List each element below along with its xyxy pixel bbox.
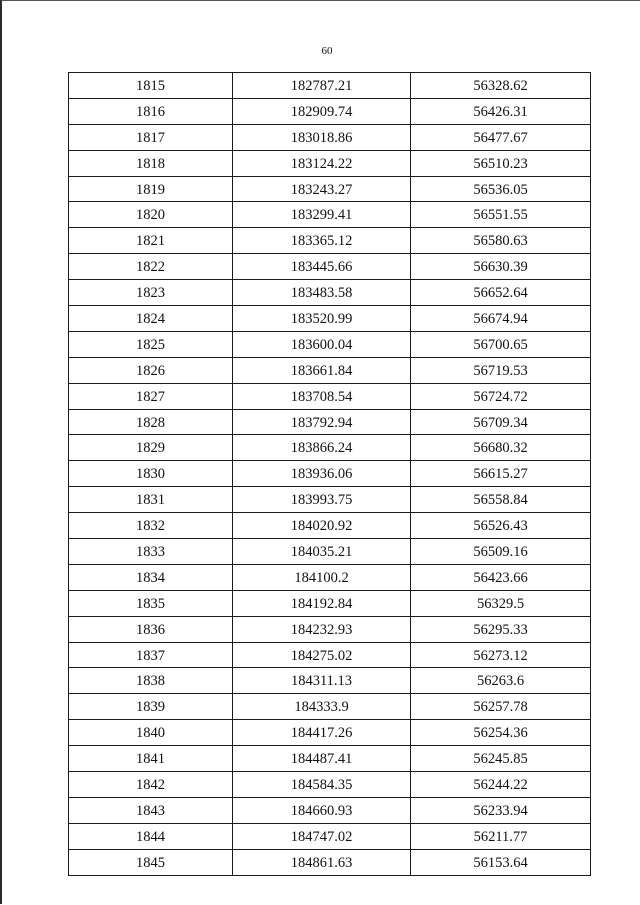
table-cell-col-1: 1822	[69, 254, 233, 280]
table-cell-col-3: 56233.94	[411, 797, 591, 823]
table-cell-col-3: 56558.84	[411, 487, 591, 513]
table-row	[69, 694, 591, 720]
table-cell-col-1: 1841	[69, 746, 233, 772]
table-row	[69, 409, 591, 435]
table-cell-col-3: 56580.63	[411, 228, 591, 254]
table-cell-col-1: 1821	[69, 228, 233, 254]
table-row	[69, 564, 591, 590]
table-row	[69, 228, 591, 254]
table-cell-col-1: 1834	[69, 564, 233, 590]
table-row	[69, 176, 591, 202]
table-row	[69, 797, 591, 823]
table-cell-col-1: 1825	[69, 331, 233, 357]
table-row	[69, 720, 591, 746]
table-cell-col-3: 56328.62	[411, 73, 591, 99]
table-cell-col-2: 183866.24	[233, 435, 411, 461]
table-row	[69, 435, 591, 461]
table-row	[69, 357, 591, 383]
table-cell-col-2: 184333.9	[233, 694, 411, 720]
table-cell-col-2: 184311.13	[233, 668, 411, 694]
table-cell-col-2: 183661.84	[233, 357, 411, 383]
table-cell-col-3: 56245.85	[411, 746, 591, 772]
table-cell-col-1: 1837	[69, 642, 233, 668]
table-cell-col-3: 56153.64	[411, 849, 591, 875]
table-cell-col-1: 1838	[69, 668, 233, 694]
table-cell-col-1: 1842	[69, 772, 233, 798]
table-cell-col-2: 182909.74	[233, 98, 411, 124]
table-cell-col-1: 1826	[69, 357, 233, 383]
table-cell-col-3: 56423.66	[411, 564, 591, 590]
table-cell-col-2: 183993.75	[233, 487, 411, 513]
table-cell-col-3: 56295.33	[411, 616, 591, 642]
table-cell-col-2: 184100.2	[233, 564, 411, 590]
table-cell-col-2: 183445.66	[233, 254, 411, 280]
table-row	[69, 849, 591, 875]
table-cell-col-1: 1816	[69, 98, 233, 124]
table-row	[69, 383, 591, 409]
data-table	[68, 72, 591, 876]
table-cell-col-2: 184417.26	[233, 720, 411, 746]
table-cell-col-3: 56615.27	[411, 461, 591, 487]
table-cell-col-2: 184487.41	[233, 746, 411, 772]
table-cell-col-2: 183018.86	[233, 124, 411, 150]
table-cell-col-3: 56724.72	[411, 383, 591, 409]
table-cell-col-1: 1845	[69, 849, 233, 875]
table-cell-col-1: 1843	[69, 797, 233, 823]
table-cell-col-1: 1817	[69, 124, 233, 150]
table-cell-col-2: 183299.41	[233, 202, 411, 228]
table-cell-col-3: 56329.5	[411, 590, 591, 616]
table-cell-col-2: 184584.35	[233, 772, 411, 798]
table-cell-col-3: 56477.67	[411, 124, 591, 150]
table-cell-col-2: 184660.93	[233, 797, 411, 823]
table-cell-col-1: 1835	[69, 590, 233, 616]
table-cell-col-3: 56630.39	[411, 254, 591, 280]
table-cell-col-1: 1839	[69, 694, 233, 720]
table-row	[69, 461, 591, 487]
table-body	[69, 73, 591, 876]
table-cell-col-1: 1824	[69, 306, 233, 332]
table-cell-col-1: 1819	[69, 176, 233, 202]
table-cell-col-3: 56254.36	[411, 720, 591, 746]
table-cell-col-1: 1836	[69, 616, 233, 642]
table-cell-col-3: 56719.53	[411, 357, 591, 383]
table-row	[69, 150, 591, 176]
table-cell-col-2: 184232.93	[233, 616, 411, 642]
table-cell-col-2: 184747.02	[233, 823, 411, 849]
table-cell-col-3: 56709.34	[411, 409, 591, 435]
table-row	[69, 513, 591, 539]
table-cell-col-1: 1827	[69, 383, 233, 409]
table-cell-col-3: 56263.6	[411, 668, 591, 694]
table-row	[69, 642, 591, 668]
table-row	[69, 616, 591, 642]
table-row	[69, 280, 591, 306]
table-cell-col-1: 1828	[69, 409, 233, 435]
table-row	[69, 539, 591, 565]
table-row	[69, 746, 591, 772]
table-cell-col-1: 1844	[69, 823, 233, 849]
table-row	[69, 254, 591, 280]
table-row	[69, 202, 591, 228]
table-cell-col-3: 56257.78	[411, 694, 591, 720]
table-cell-col-2: 184192.84	[233, 590, 411, 616]
table-cell-col-1: 1831	[69, 487, 233, 513]
table-cell-col-3: 56680.32	[411, 435, 591, 461]
table-cell-col-3: 56509.16	[411, 539, 591, 565]
table-row	[69, 124, 591, 150]
table-cell-col-2: 183124.22	[233, 150, 411, 176]
table-cell-col-2: 184020.92	[233, 513, 411, 539]
table-cell-col-2: 184035.21	[233, 539, 411, 565]
table-cell-col-3: 56536.05	[411, 176, 591, 202]
table-cell-col-1: 1832	[69, 513, 233, 539]
table-cell-col-3: 56674.94	[411, 306, 591, 332]
table-row	[69, 487, 591, 513]
table-cell-col-3: 56244.22	[411, 772, 591, 798]
table-cell-col-3: 56211.77	[411, 823, 591, 849]
table-cell-col-2: 182787.21	[233, 73, 411, 99]
table-cell-col-3: 56273.12	[411, 642, 591, 668]
table-cell-col-2: 183792.94	[233, 409, 411, 435]
table-cell-col-2: 184861.63	[233, 849, 411, 875]
table-cell-col-1: 1815	[69, 73, 233, 99]
table-cell-col-1: 1830	[69, 461, 233, 487]
page-number: 60	[321, 45, 333, 57]
table-row	[69, 98, 591, 124]
table-cell-col-2: 183483.58	[233, 280, 411, 306]
table-cell-col-1: 1820	[69, 202, 233, 228]
table-row	[69, 590, 591, 616]
table-cell-col-2: 184275.02	[233, 642, 411, 668]
table-row	[69, 772, 591, 798]
table-row	[69, 306, 591, 332]
table-cell-col-1: 1818	[69, 150, 233, 176]
table-cell-col-3: 56426.31	[411, 98, 591, 124]
table-cell-col-2: 183936.06	[233, 461, 411, 487]
table-row	[69, 331, 591, 357]
table-cell-col-1: 1840	[69, 720, 233, 746]
table-cell-col-1: 1823	[69, 280, 233, 306]
table-cell-col-3: 56510.23	[411, 150, 591, 176]
table-cell-col-3: 56700.65	[411, 331, 591, 357]
table-cell-col-3: 56551.55	[411, 202, 591, 228]
table-cell-col-2: 183520.99	[233, 306, 411, 332]
table-row	[69, 823, 591, 849]
table-cell-col-2: 183243.27	[233, 176, 411, 202]
table-cell-col-3: 56526.43	[411, 513, 591, 539]
table-cell-col-1: 1833	[69, 539, 233, 565]
table-row	[69, 73, 591, 99]
table-cell-col-1: 1829	[69, 435, 233, 461]
table-cell-col-3: 56652.64	[411, 280, 591, 306]
table-cell-col-2: 183708.54	[233, 383, 411, 409]
table-cell-col-2: 183600.04	[233, 331, 411, 357]
table-cell-col-2: 183365.12	[233, 228, 411, 254]
table-row	[69, 668, 591, 694]
